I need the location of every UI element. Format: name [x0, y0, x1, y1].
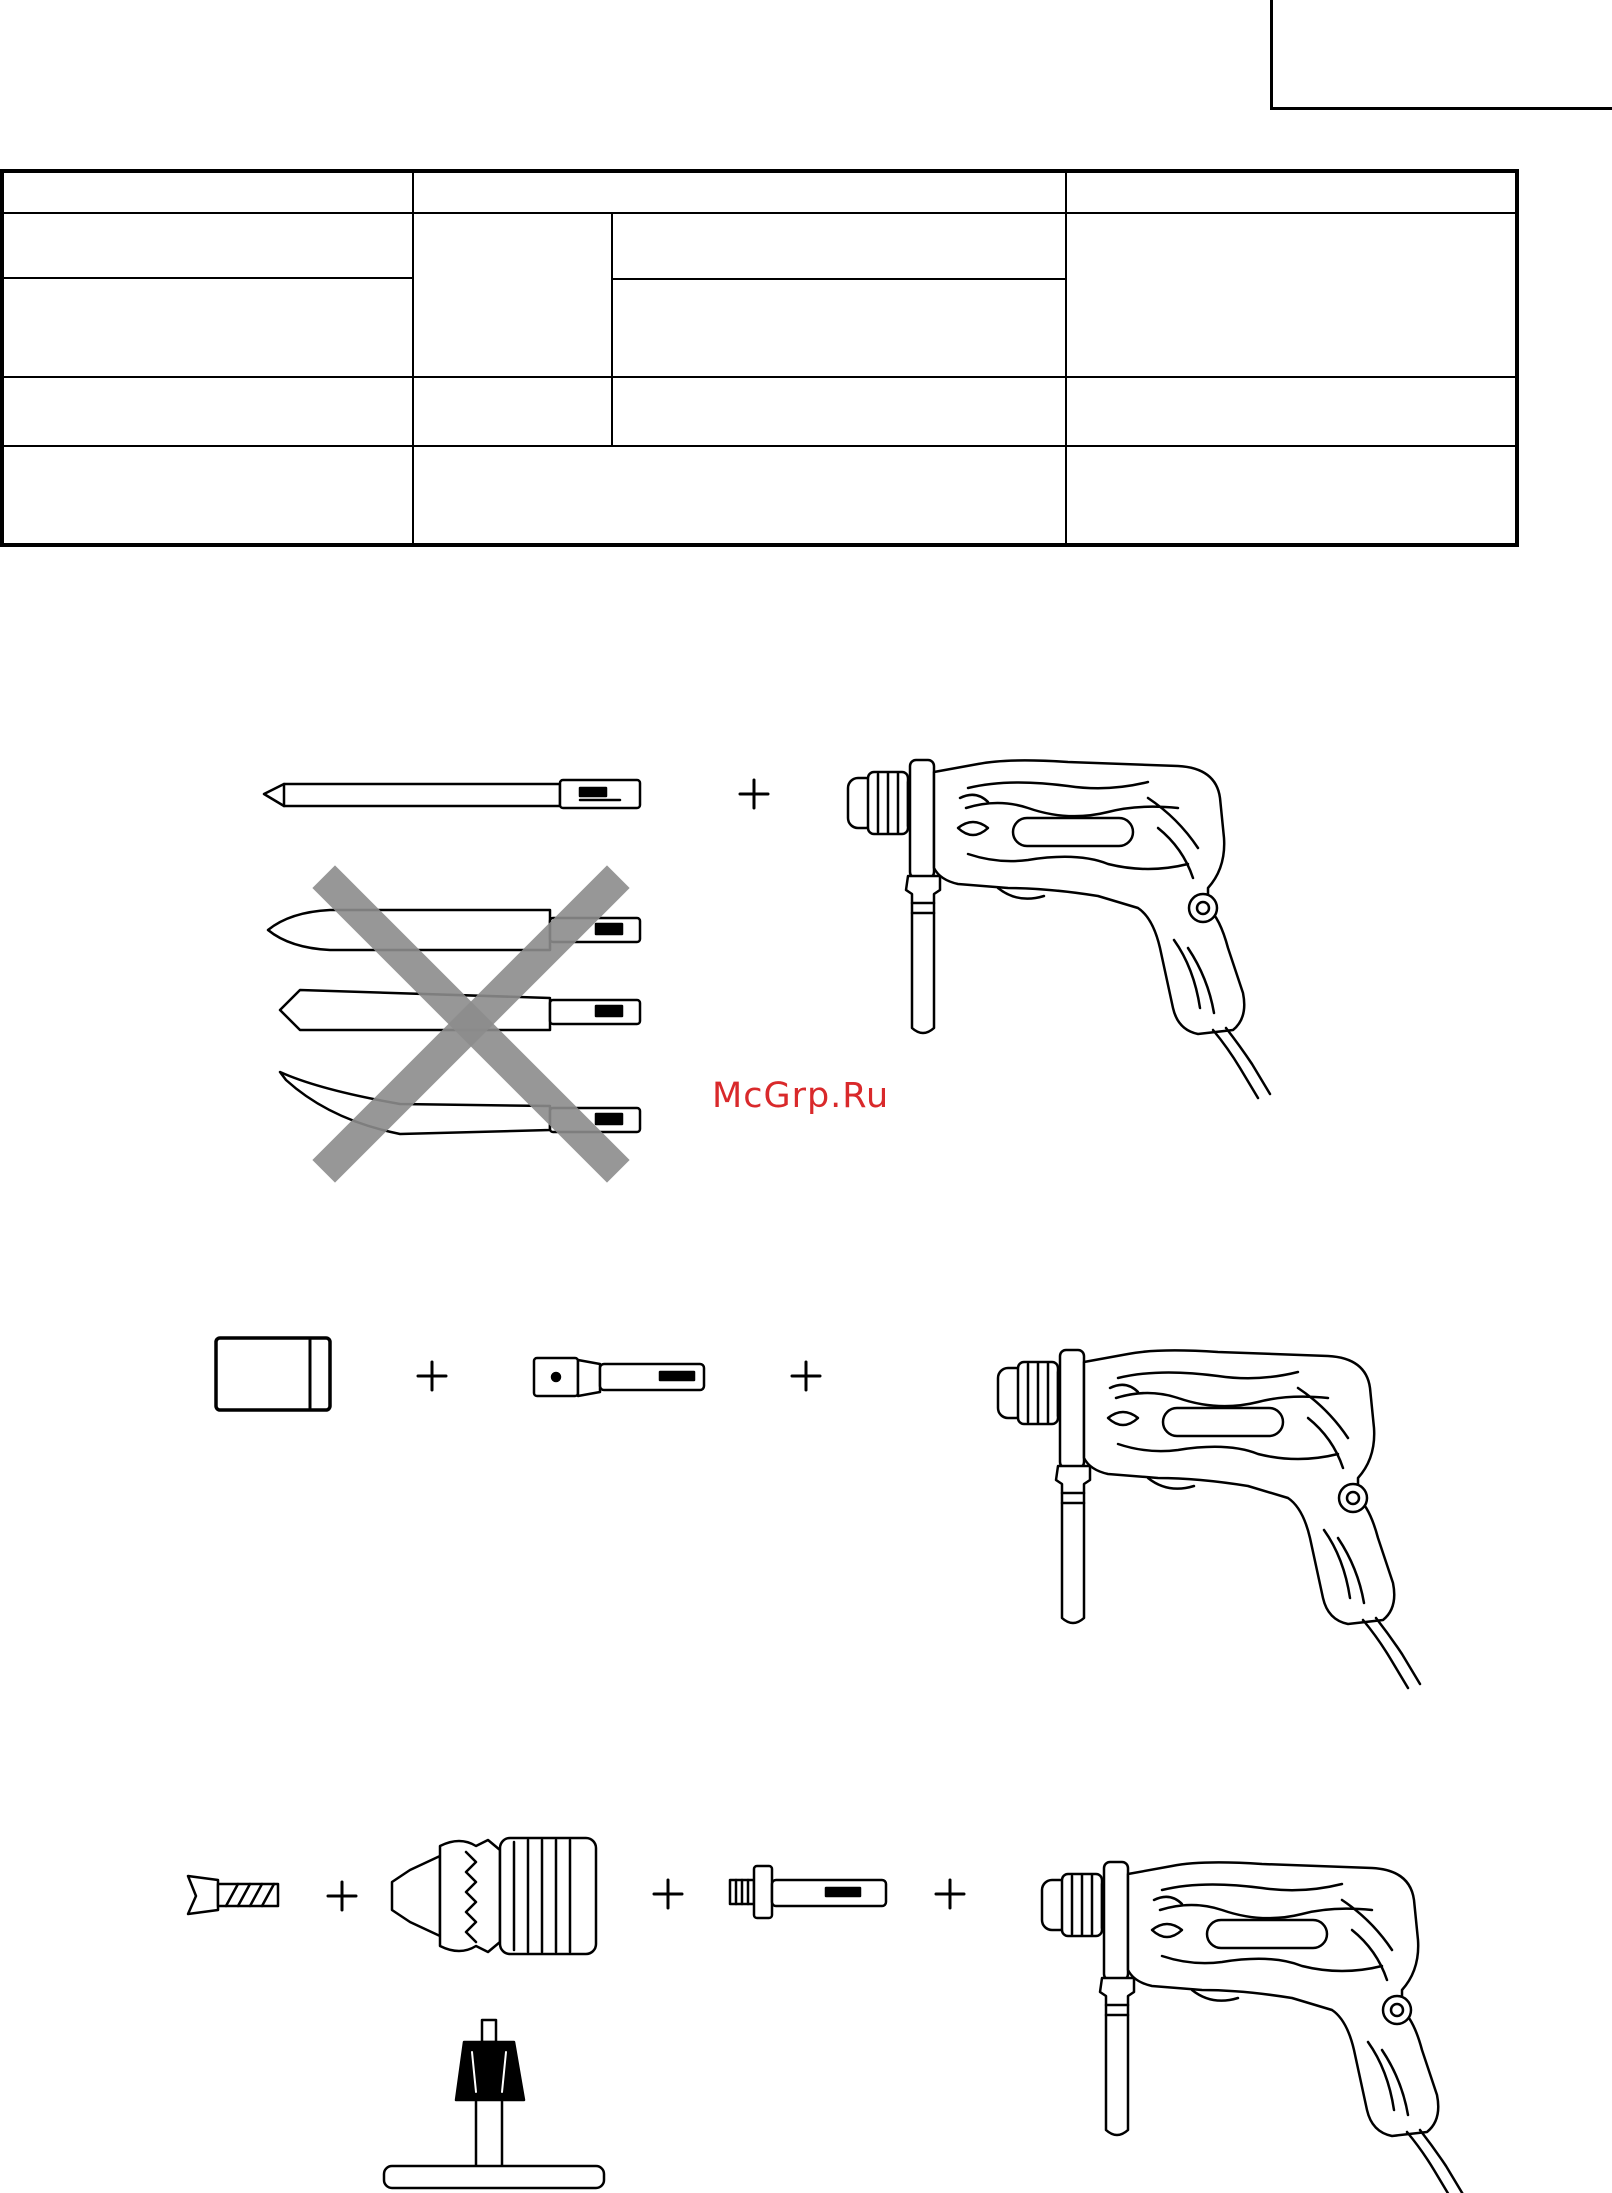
core-bit-socket — [216, 1338, 330, 1410]
figure-2 — [216, 1338, 1420, 1688]
rotary-hammer-drill — [848, 760, 1270, 1098]
plus-sign — [792, 1362, 820, 1390]
watermark-text: McGrp.Ru — [712, 1076, 890, 1116]
plus-sign — [418, 1362, 446, 1390]
plus-sign — [936, 1880, 964, 1908]
rotary-hammer-drill — [1042, 1862, 1464, 2193]
plus-sign — [740, 780, 768, 808]
chuck-adapter — [730, 1866, 886, 1918]
adapter-shank — [534, 1358, 704, 1396]
chuck-key — [384, 2020, 604, 2188]
mounting-screw — [188, 1876, 278, 1914]
rotary-hammer-drill — [998, 1350, 1420, 1688]
crossed-out-chisel-set — [268, 888, 640, 1160]
plus-sign — [654, 1880, 682, 1908]
plus-sign — [328, 1882, 356, 1910]
figure-3 — [188, 1838, 1464, 2193]
pointed-chisel-bit — [264, 780, 640, 808]
drill-chuck — [392, 1838, 596, 1954]
